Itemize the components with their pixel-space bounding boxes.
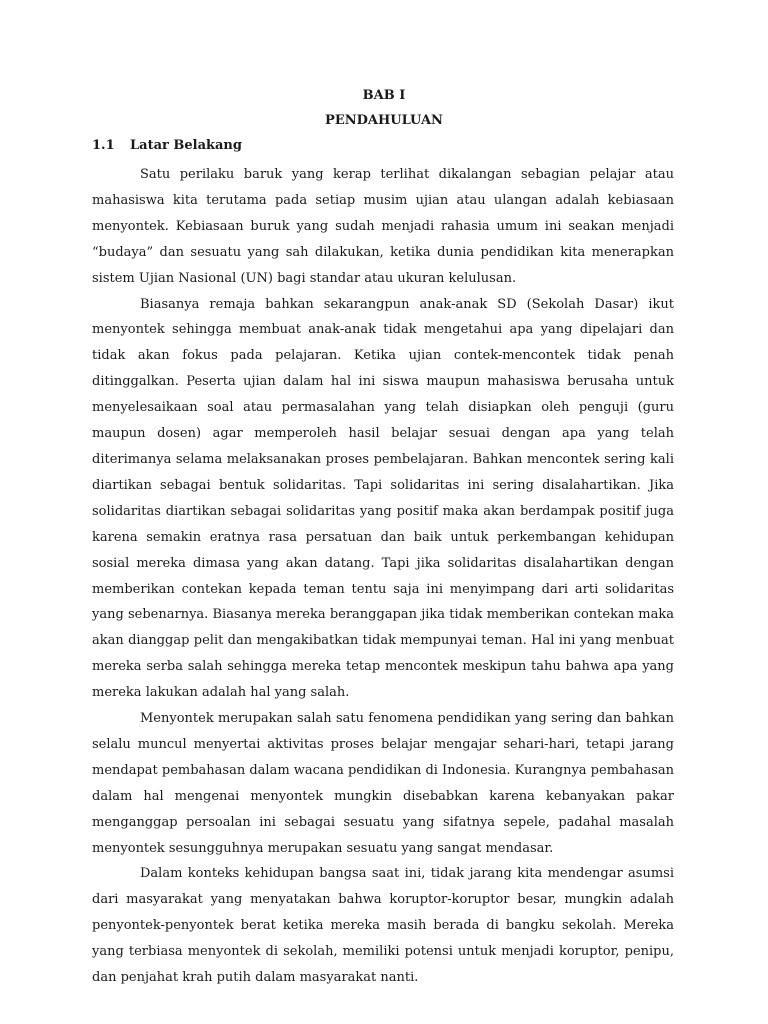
paragraph-3: Menyontek merupakan salah satu fenomena pendidikan yang sering dan bahkan selalu muncul menyertai aktivitas proses belajar mengajar sehari-hari, tetapi jarang mendapat pembahasan dalam wacana pendidikan di Indonesia. Kurangnya pembahasan dalam hal mengenai menyontek mungkin disebabkan karena kebanyakan pakar menganggap persoalan ini sebagai sesuatu yang sifatnya sepele, padahal masalah menyontek sesungguhnya merupakan sesuatu yang sangat mendasar. bbox=[92, 711, 675, 856]
section-number: 1.1 bbox=[92, 138, 115, 153]
paragraph-4: Dalam konteks kehidupan bangsa saat ini, tidak jarang kita mendengar asumsi dari masyarakat yang menyatakan bahwa koruptor-koruptor besar, mungkin adalah penyontek-penyontek berat ketika mereka masih berada di bangku sekolah. Mereka yang terbiasa menyontek di sekolah, memiliki potensi untuk menjadi koruptor, penipu, dan penjahat krah putih dalam masyarakat nanti. bbox=[92, 866, 674, 986]
paragraph-2: Biasanya remaja bahkan sekarangpun anak-anak SD (Sekolah Dasar) ikut menyontek sehingga membuat anak-anak tidak mengetahui apa yang dipelajari dan tidak akan fokus pada pelajaran. Ketika ujian contek-mencontek tidak penah ditinggalkan. Peserta ujian dalam hal ini siswa maupun mahasiswa berusaha untuk menyelesaikaan soal atau permasalahan yang telah disiapkan oleh penguji (guru maupun dosen) agar memperoleh hasil belajar sesuai dengan apa yang telah diterimanya selama melaksanakan proses pembelajaran. Bahkan mencontek sering kali diartikan sebagai bentuk solidaritas. Tapi solidaritas ini sering disalahartikan. Jika solidaritas diartikan sebagai solidaritas yang positif maka akan berdampak positif juga karena semakin eratnya rasa persatuan dan baik untuk perkembangan kehidupan sosial mereka dimasa yang akan datang. Tapi jika solidaritas disalahartikan dengan memberikan contekan kepada teman tentu saja ini menyimpang dari arti solidaritas yang sebenarnya. Biasanya mereka beranggapan jika tidak memberikan contekan maka akan dianggap pelit dan mengakibatkan tidak mempunyai teman. Hal ini yang menbuat mereka serba salah sehingga mereka tetap mencontek meskipun tahu bahwa apa yang mereka lakukan adalah hal yang salah. bbox=[92, 296, 674, 701]
section-heading bbox=[92, 138, 242, 153]
section-title: Latar Belakang bbox=[130, 138, 242, 153]
chapter-title: PENDAHULUAN bbox=[325, 113, 443, 128]
body-text bbox=[92, 162, 674, 991]
paragraph-1: Satu perilaku baruk yang kerap terlihat dikalangan sebagian pelajar atau mahasiswa kita terutama pada setiap musim ujian atau ulangan adalah kebiasaan menyontek. Kebiasaan buruk yang sudah menjadi rahasia umum ini seakan menjadi “budaya” dan sesuatu yang sah dilakukan, ketika dunia pendidikan kita menerapkan sistem Ujian Nasional (UN) bagi standar atau ukuran kelulusan. bbox=[92, 167, 674, 286]
chapter-label: BAB I bbox=[362, 88, 406, 103]
